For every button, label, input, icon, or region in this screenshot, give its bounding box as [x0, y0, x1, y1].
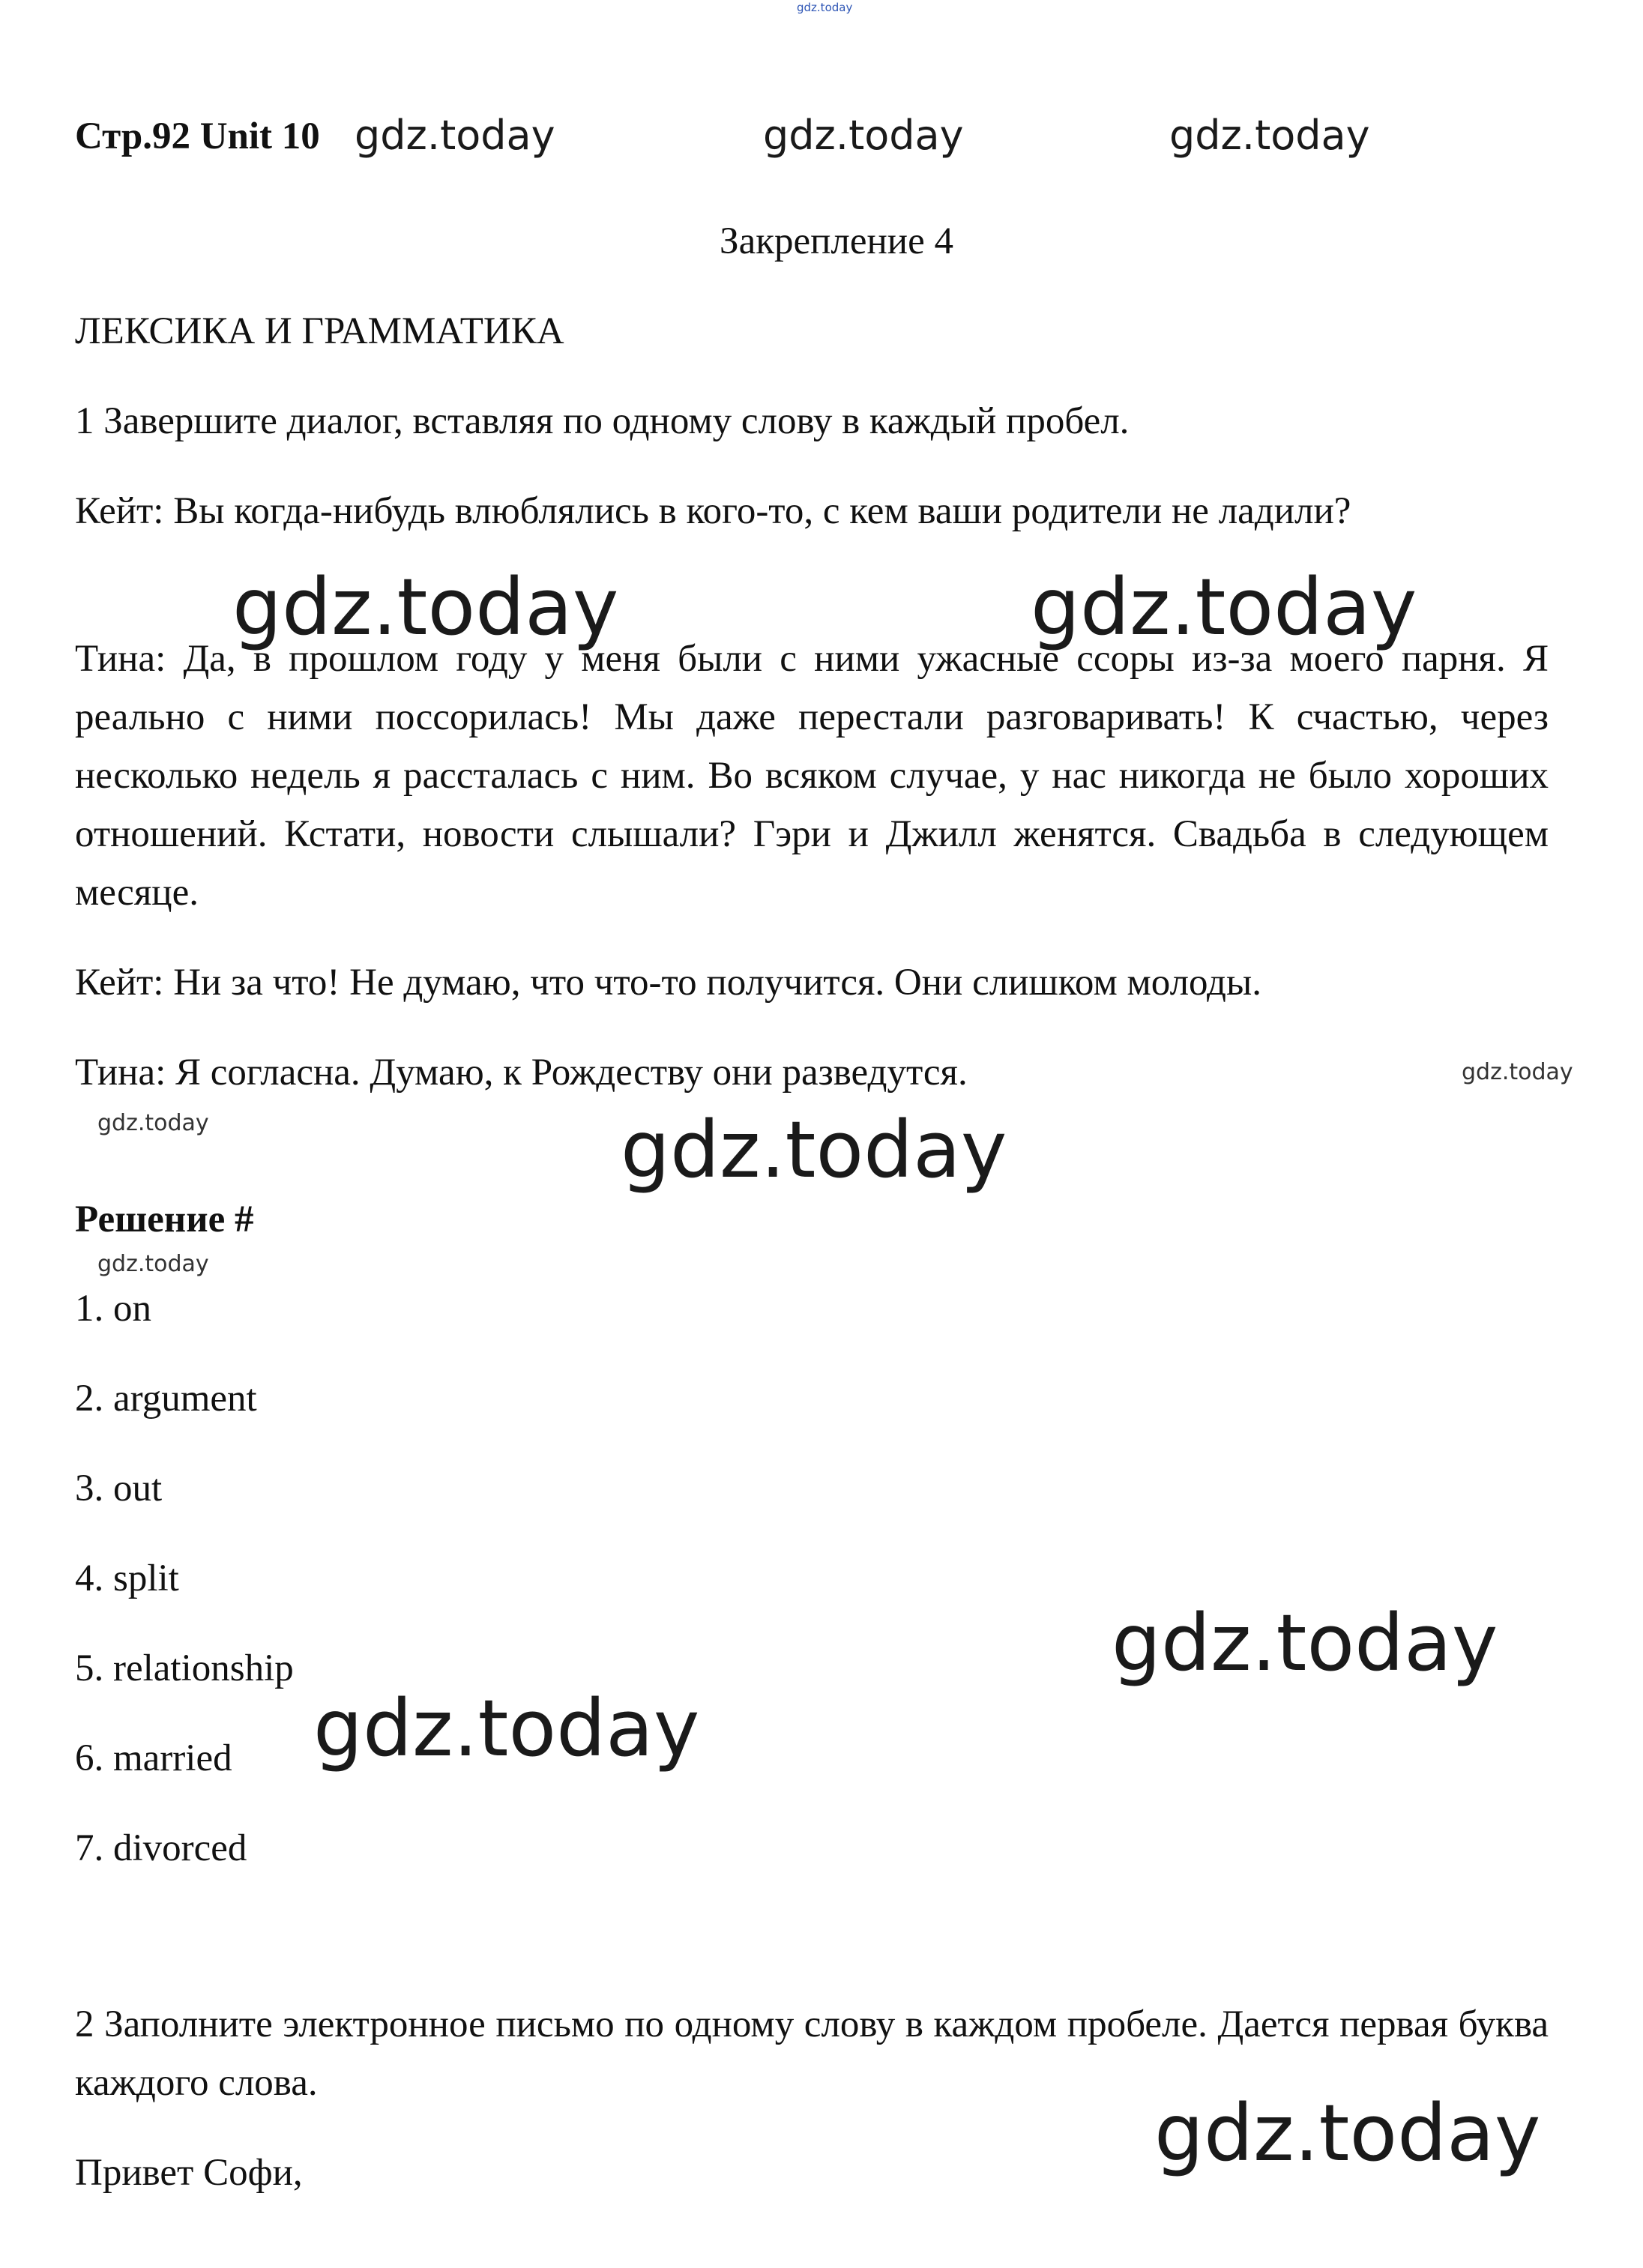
- email-greeting: Привет Софи,: [75, 2152, 303, 2194]
- watermark-header-2: gdz.today: [763, 112, 964, 159]
- watermark-header-1: gdz.today: [355, 112, 555, 159]
- section-subtitle: Закрепление 4: [720, 220, 953, 262]
- watermark-large-3: gdz.today: [621, 1104, 1007, 1195]
- watermark-large-4: gdz.today: [1112, 1597, 1498, 1689]
- watermark-large-5: gdz.today: [313, 1683, 700, 1774]
- watermark-header-3: gdz.today: [1169, 112, 1370, 159]
- dialogue-line-tina-2: Тина: Я согласна. Думаю, к Рождеству они разведутся.: [75, 1052, 968, 1094]
- watermark-small-1: gdz.today: [1462, 1059, 1573, 1085]
- task1-instruction: 1 Завершите диалог, вставляя по одному слову в каждый пробел.: [75, 400, 1130, 442]
- answer-item: 4. split: [75, 1557, 179, 1599]
- section-heading: ЛЕКСИКА И ГРАММАТИКА: [75, 310, 564, 352]
- watermark-large-6: gdz.today: [1154, 2087, 1541, 2179]
- answer-item: 1. on: [75, 1288, 151, 1330]
- answer-item: 7. divorced: [75, 1827, 247, 1869]
- dialogue-line-kate-1: Кейт: Вы когда-нибудь влюблялись в кого-то, с кем ваши родители не ладили?: [75, 490, 1351, 532]
- dialogue-line-kate-2: Кейт: Ни за что! Не думаю, что что-то получится. Они слишком молоды.: [75, 962, 1262, 1004]
- page-title: Стр.92 Unit 10: [75, 115, 320, 157]
- watermark-large-1: gdz.today: [232, 561, 619, 653]
- watermark-small-3: gdz.today: [97, 1251, 209, 1277]
- watermark-top: gdz.today: [797, 1, 853, 14]
- task2-instruction: 2 Заполните электронное письмо по одному слову в каждом пробеле. Дается первая буква каждого слова.: [75, 2003, 1549, 2104]
- watermark-large-2: gdz.today: [1031, 561, 1417, 653]
- answer-item: 5. relationship: [75, 1647, 294, 1689]
- answer-item: 3. out: [75, 1468, 163, 1510]
- watermark-small-2: gdz.today: [97, 1110, 209, 1136]
- answer-item: 6. married: [75, 1737, 232, 1779]
- solution-heading: Решение #: [75, 1198, 254, 1240]
- dialogue-line-tina-1: Тина: Да, в прошлом году у меня были с ними ужасные ссоры из-за моего парня. Я реально с ними поссорилась! Мы даже перестали разговаривать! К счастью, через несколько недель я рассталась с ним. Во всяком случае, у нас никогда не было хороших отношений. Кстати, новости слышали? Гэри и Джилл женятся. Свадьба в следующем месяце.: [75, 638, 1549, 914]
- answer-item: 2. argument: [75, 1378, 257, 1420]
